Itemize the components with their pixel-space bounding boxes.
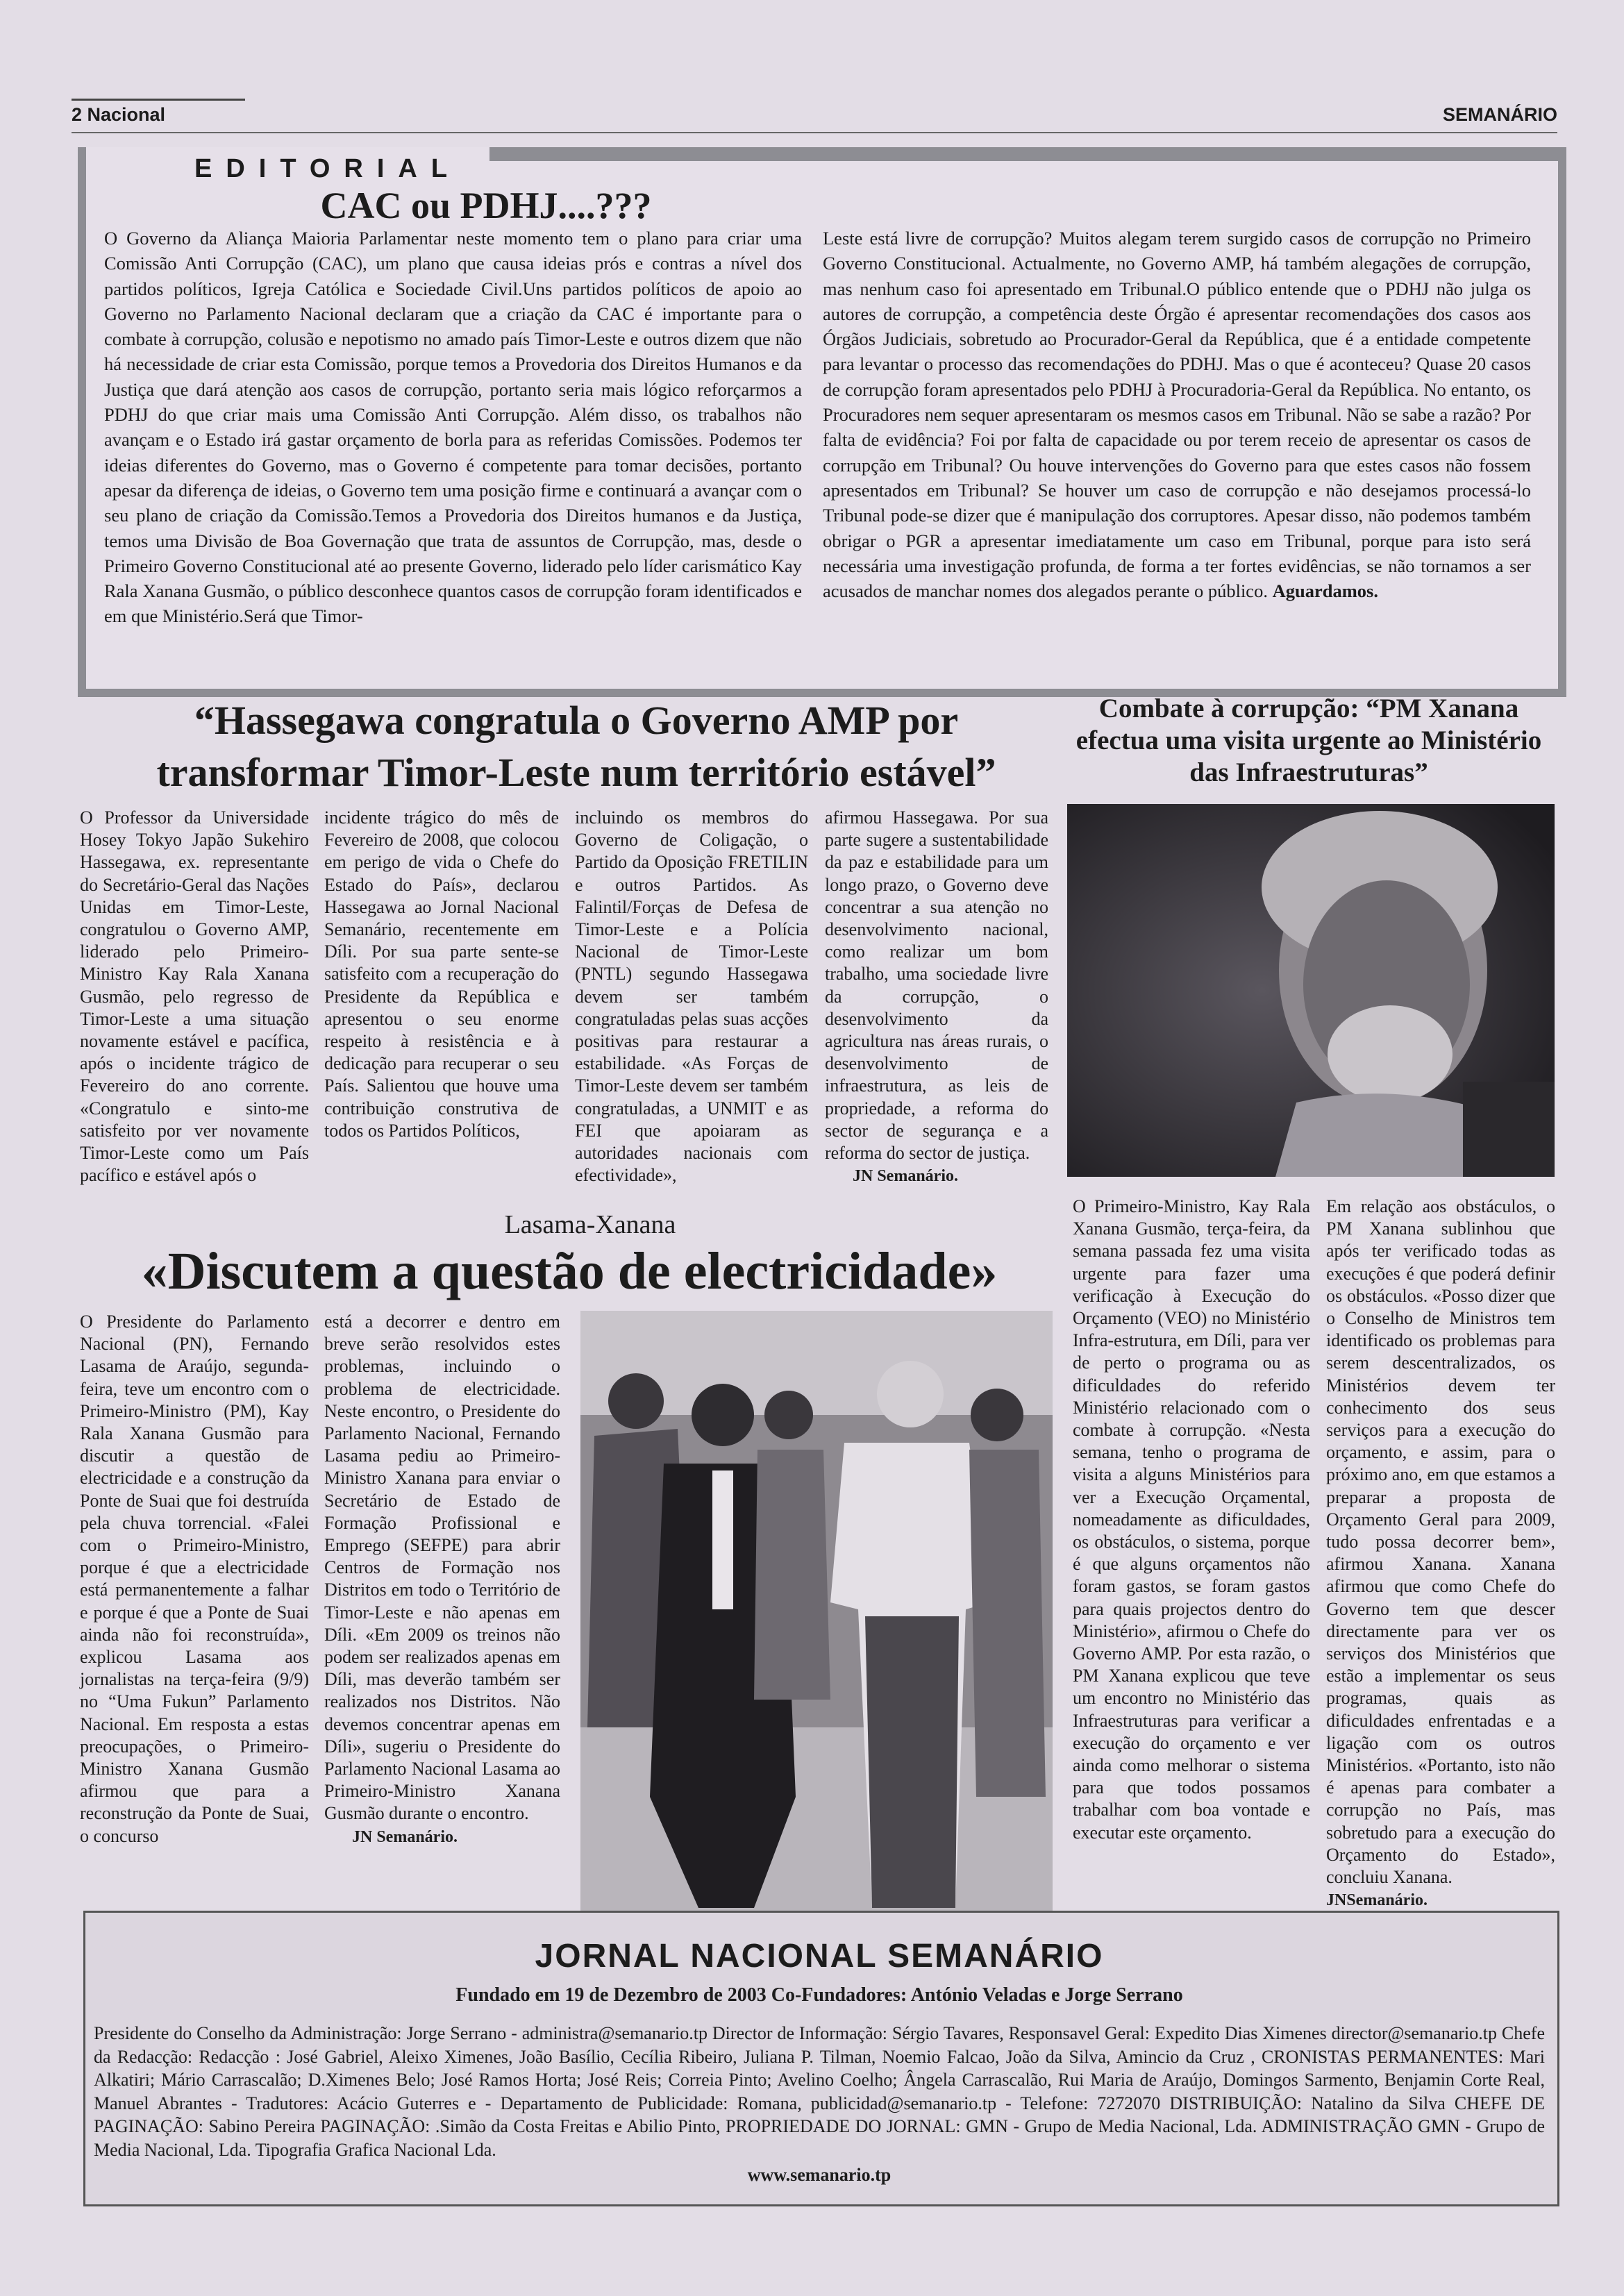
- masthead-credits: Presidente do Conselho da Administração: Jorge Serrano - administra@semanario.tp Director de Informação: Sérgio Tavares, Responsavel Geral: Expedito Dias Ximenes director@semanario.tp Chefe da Redacção: Redacção : José Gabriel, Aleixo Ximenes, João Basílio, Cecília Ribeiro, Juliana P. Tilman, Noemio Falcao, João da Silva, Amincio da Cruz , CRONISTAS PERMANENTES: Mari Alkatiri; Mário Carrascalão; D.Ximenes Belo; José Ramos Horta; José Reis; Correia Pinto; Avelino Coelho; Ângela Carrascalão, Rui Maria de Araújo, Domingos Sarmento, Benjamin Corte Real, Manuel Abrantes - Tradutores: Acácio Guterres e - Departamento de Publicidade: Romana, publicidad@semanario.tp - Telefone: 7272070 DISTRIBUIÇÃO: Natalino da Silva CHEFE DE PAGINAÇÃO: Sabino Pereira PAGINAÇÃO: .Simão da Costa Freitas e Abilio Pinto, PROPRIEDADE DO JORNAL: GMN - Grupo de Media Nacional, Lda. ADMINISTRAÇÃO GMN - Grupo de Media Nacional, Lda. Tipografia Grafica Nacional Lda.: [94, 2023, 1545, 2160]
- editorial-label: EDITORIAL: [194, 154, 462, 183]
- article2-column-2-text: Em relação aos obstáculos, o PM Xanana sublinhou que após ter verificado todas as execuções é que poderá definir os obstáculos. «Posso dizer que o Conselho de Ministros tem identificado os problemas para serem descentralizados, os Ministérios devem ter conhecimento dos seus serviços para a execução do orçamento, e assim, para o próximo ano, em que estamos a preparar a proposta de Orçamento Geral para 2009, tudo possa decorrer bem», afirmou Xanana. Xanana afirmou que como Chefe do Governo tem que descer directamente para ver os serviços dos Ministérios que estão a implementar os seus programas, quais as dificuldades enfrentadas e a ligação com os outros Ministérios. «Portanto, isto não é apenas para combater a corrupção no País, mas sobretudo para a execução do Orçamento do Estado», concluiu Xanana.: [1326, 1196, 1555, 1888]
- article1-headline-line2: transformar Timor-Leste num território estável”: [156, 750, 996, 795]
- masthead-founded: Fundado em 19 de Dezembro de 2003 Co-Fundadores: António Veladas e Jorge Serrano: [455, 1984, 1183, 2006]
- section-label: 2 Nacional: [72, 104, 166, 125]
- article3-column-2-text: está a decorrer e dentro em breve serão resolvidos estes problemas, incluindo o problema de electricidade. Neste encontro, o Presidente do Parlamento Nacional, Fernando Lasama pediu ao Primeiro-Ministro Xanana para enviar o Secretário de Estado de Formação Profissional e Emprego (SEFPE) para abrir Centros de Formação nos Distritos em todo o Território de Timor-Leste e não apenas em Díli. «Em 2009 os treinos não podem ser realizados apenas em Díli, mas deverão também ser realizados nos Distritos. Não devemos concentrar apenas em Díli», sugeriu o Presidente do Parlamento Nacional Lasama ao Primeiro-Ministro Xanana Gusmão durante o encontro.: [324, 1312, 560, 1824]
- article2-byline: JNSemanário.: [1326, 1891, 1428, 1910]
- header-rule: [72, 132, 1557, 133]
- article3-byline: JN Semanário.: [352, 1827, 458, 1846]
- article3-column-2: [324, 1311, 560, 1848]
- article1-column-3: incluindo os membros do Governo de Coligação, o Partido da Oposição FRETILIN e outros Partidos. As Falintil/Forças de Defesa de Timor-Leste e a Polícia Nacional de Timor-Leste (PNTL) segundo Hassegawa devem ser também congratuladas pelas suas acções positivas para restaurar a estabilidade. «As Forças de Timor-Leste devem ser também congratuladas, a UNMIT e as FEI que apoiaram as autoridades nacionais com efectividade»,: [575, 807, 808, 1186]
- masthead-website: www.semanario.tp: [747, 2165, 891, 2185]
- article1-column-1: O Professor da Universidade Hosey Tokyo Japão Sukehiro Hassegawa, ex. representante do Secretário-Geral das Nações Unidas em Timor-Leste, congratulou o Governo AMP, liderado pelo Primeiro-Ministro Kay Rala Xanana Gusmão, pelo regresso de Timor-Leste a uma situação novamente estável e pacífica, após o incidente trágico de Fevereiro do ano corrente. «Congratulo e sinto-me satisfeito por ver novamente Timor-Leste como um País pacífico e estável após o: [80, 807, 309, 1186]
- editorial-title: CAC ou PDHJ....???: [320, 185, 652, 226]
- article2-column-1: O Primeiro-Ministro, Kay Rala Xanana Gusmão, terça-feira, da semana passada fez uma visita urgente para fazer uma verificação à Execução do Orçamento (VEO) no Ministério Infra-estrutura, em Díli, para ver de perto o programa ou as dificuldades do referido Ministério relacionado com o combate à corrupção. «Nesta semana, tenho o programa de visita a alguns Ministérios para ver a Execução Orçamental, nomeadamente as dificuldades, os obstáculos, o sistema, porque é que alguns orçamentos não foram gastos, se foram gastos para quais projectos dentro do Ministério», afirmou o Chefe do Governo AMP. Por esta razão, o PM Xanana explicou que teve um encontro no Ministério das Infraestruturas para verificar a execução do orçamento e ver ainda como melhorar o sistema para que todos possamos trabalhar com boa vontade e executar este orçamento.: [1073, 1196, 1310, 1843]
- article2-photo: [1067, 804, 1555, 1177]
- editorial-column-2-text: Leste está livre de corrupção? Muitos alegam terem surgido casos de corrupção no Primeiro Governo Constitucional. Actualmente, no Governo AMP, há também alegações de corrupção, mas nenhum caso foi apresentado em Tribunal.O público entende que o PDHJ não julga os autores de corrupção, a competência deste Órgão é apresentar recomendações dos casos aos Órgãos Judiciais, sobretudo ao Procurador-Geral da República, que é a entidade competente para levantar o processo das recomendações do PDHJ. Mas o que é aconteceu? Quase 20 casos de corrupção foram apresentados pelo PDHJ à Procuradoria-Geral da República. No entanto, os Procuradores nem sequer apresentaram os mesmos casos em Tribunal. Não se sabe a razão? Por falta de evidência? Foi por falta de capacidade ou por terem receio de apresentar os casos de corrupção em Tribunal? Ou houve intervenções do Governo para que estes casos não fossem apresentados em Tribunal? Se houver um caso de corrupção e não desejamos processá-lo Tribunal pode-se dizer que é manipulação dos corruptores. Apesar disso, não podemos também obrigar o PGR a apresentar imediatamente um caso em Tribunal, porque para isto será necessária uma investigação profunda, de forma a ter fortes evidências, se não tornamos a ser acusados de manchar nomes dos alegados perante o público.: [823, 228, 1531, 602]
- editorial-closing: Aguardamos.: [1272, 580, 1378, 602]
- article3-kicker: Lasama-Xanana: [504, 1210, 676, 1239]
- paper-name: SEMANÁRIO: [1442, 104, 1557, 125]
- article2-headline: Combate à corrupção: “PM Xanana efectua uma visita urgente ao Ministério das Infraestruturas”: [1075, 694, 1542, 787]
- article3-photo: [580, 1311, 1053, 1911]
- masthead-title: JORNAL NACIONAL SEMANÁRIO: [535, 1938, 1104, 1975]
- article1-column-4-text: afirmou Hassegawa. Por sua parte sugere a sustentabilidade da paz e estabilidade para um longo prazo, o Governo deve concentrar a sua atenção no desenvolvimento nacional, como realizar um bom trabalho, uma sociedade livre da corrupção, o desenvolvimento da agricultura nas áreas rurais, o desenvolvimento de infraestrutura, as leis de propriedade, a reforma do sector de segurança e a reforma do sector de justiça.: [825, 807, 1048, 1164]
- article1-headline: [76, 694, 1076, 798]
- editorial-bar: [489, 147, 1559, 161]
- article1-column-2: incidente trágico do mês de Fevereiro de 2008, que colocou em perigo de vida o Chefe do Estado do País», declarou Hassegawa ao Jornal Nacional Semanário, recentemente em Díli. Por sua parte sente-se satisfeito com a recuperação do Presidente da República e apresentou o seu enorme respeito à resistência e à dedicação para recuperar o seu País. Salientou que houve uma contribuição construtiva de todos os Partidos Políticos,: [324, 807, 559, 1141]
- article3-headline: «Discutem a questão de electricidade»: [141, 1242, 998, 1300]
- portrait-photo: [1067, 804, 1555, 1177]
- group-photo: [580, 1311, 1053, 1911]
- editorial-column-1: O Governo da Aliança Maioria Parlamentar neste momento tem o plano para criar uma Comissão Anti Corrupção (CAC), um plano que causa ideias prós e contras a nível dos partidos políticos, Igreja Católica e Sociedade Civil.Uns partidos políticos de apoio ao Governo no Parlamento Nacional declaram que a criação da CAC é importante para o combate à corrupção, colusão e nepotismo no amado país Timor-Leste e outros dizem que não há necessidade de criar esta Comissão, porque temos a Provedoria dos Direitos Humanos e da Justiça que dará atenção aos casos de corrupção, portanto seria mais lógico reforçarmos a PDHJ do que criar mais uma Comissão Anti Corrupção. Além disso, os trabalhos não avançam e o Estado irá gastar orçamento de borla para as referidas Comissões. Podemos ter ideias diferentes do Governo, mas o Governo é competente para tomar decisões, portanto apesar da diferença de ideias, o Governo tem uma posição firme e continuará a avançar com o seu plano de criação da Comissão.Temos a Provedoria dos Direitos humanos e da Justiça, temos uma Divisão de Boa Governação que trata de assuntos de Corrupção, mas, desde o Primeiro Governo Constitucional até ao presente Governo, liderado pelo líder carismático Kay Rala Xanana Gusmão, o público desconhece quantos casos de corrupção foram identificados e em que Ministério.Será que Timor-: [104, 228, 802, 627]
- article1-byline: JN Semanário.: [853, 1167, 958, 1186]
- article1-headline-line1: “Hassegawa congratula o Governo AMP por: [194, 698, 959, 743]
- article3-column-1: O Presidente do Parlamento Nacional (PN), Fernando Lasama de Araújo, segunda-feira, teve um encontro com o Primeiro-Ministro (PM), Kay Rala Xanana Gusmão para discutir a questão de electricidade e a construção da Ponte de Suai que foi destruída pela chuva torrencial. «Falei com o Primeiro-Ministro, porque é que a electricidade está permanentemente a falhar e porque é que a Ponte de Suai ainda não foi reconstruída», explicou Lasama aos jornalistas na terça-feira (9/9) no “Uma Fukun” Parlamento Nacional. Em resposta a estas preocupações, o Primeiro-Ministro Xanana Gusmão afirmou que para a reconstrução da Ponte de Suai, o concurso: [80, 1312, 309, 1846]
- article2-column-2: [1326, 1196, 1555, 1912]
- header-top-rule: [72, 99, 245, 101]
- editorial-column-2: [823, 226, 1531, 603]
- article1-column-4: [825, 807, 1048, 1187]
